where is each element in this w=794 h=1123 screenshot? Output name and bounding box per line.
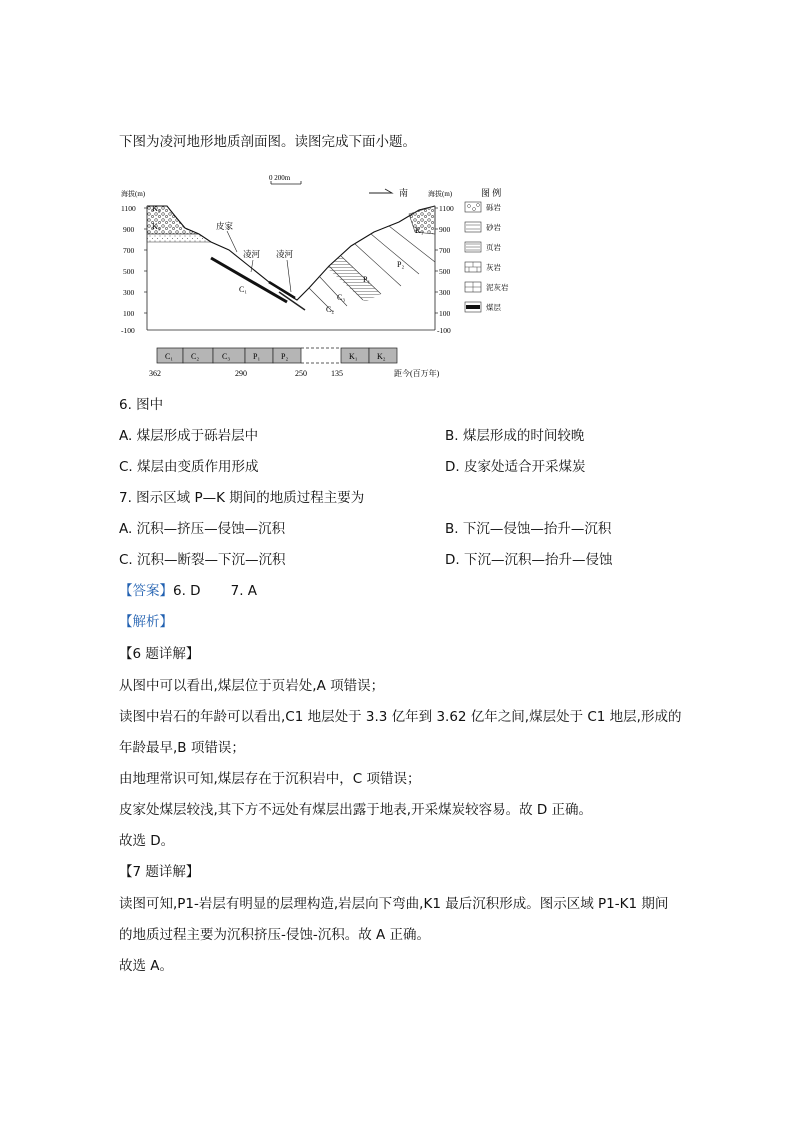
timeline-p1: P₁ (253, 352, 261, 361)
right-tick: 700 (439, 246, 451, 255)
timeline-tick: 362 (149, 369, 161, 378)
strata-c2: C₂ (326, 305, 335, 314)
right-tick: -100 (437, 326, 451, 335)
q6-detail-line: 从图中可以看出,煤层位于页岩处,A 项错误； (119, 678, 385, 694)
strata-c1: C₁ (239, 285, 248, 294)
place-linghe-1: 凌河 (243, 249, 261, 259)
south-arrow (369, 187, 408, 198)
q7-option-b: B. 下沉—侵蚀—抬升—沉积 (445, 521, 612, 537)
left-tick: 100 (123, 309, 135, 318)
q6-option-c: C. 煤层由变质作用形成 (119, 459, 259, 475)
q6-option-a: A. 煤层形成于砾岩层中 (119, 428, 259, 444)
legend-swatch-sandstone (465, 222, 481, 232)
left-tick: 700 (123, 246, 135, 255)
right-tick: 300 (439, 288, 451, 297)
scale-bar (269, 174, 301, 184)
south-label: 南 (399, 188, 409, 198)
q7-option-a: A. 沉积—挤压—侵蚀—沉积 (119, 521, 286, 537)
legend-label-shale: 页岩 (486, 243, 501, 252)
strata-p2: P₂ (397, 260, 405, 269)
left-tick: 500 (123, 267, 135, 276)
answer-text: 6. D 7. A (173, 583, 258, 599)
right-tick: 500 (439, 267, 451, 276)
q7-stem: 7. 图示区域 P—K 期间的地质过程主要为 (119, 490, 365, 506)
strata-k1-right: K₁ (415, 226, 424, 235)
strata-p1: P₁ (363, 275, 371, 284)
timeline-c3: C₃ (222, 352, 231, 361)
q7-option-c: C. 沉积—断裂—下沉—沉积 (119, 552, 286, 568)
q6-detail-line: 皮家处煤层较浅,其下方不远处有煤层出露于地表,开采煤炭较容易。故 D 正确。 (119, 802, 593, 818)
q6-detail-label: 【6 题详解】 (119, 646, 200, 662)
strata-k2-left: K₂ (152, 204, 161, 213)
timeline-tick: 290 (235, 369, 247, 378)
left-altitude-label: 海拔(m) (121, 190, 146, 198)
timeline-unit: 距今(百万年) (394, 369, 440, 378)
right-tick: 100 (439, 309, 451, 318)
legend-label-limestone: 灰岩 (486, 263, 501, 272)
strata-k1-left: K₁ (152, 222, 161, 231)
q7-detail-line: 读图可知,P1-岩层有明显的层理构造,岩层向下弯曲,K1 最后沉积形成。图示区域 P1-K1 期间 (119, 896, 669, 912)
q7-detail-line: 故选 A。 (119, 958, 174, 974)
right-ticks (435, 204, 454, 335)
q7-detail-line: 的地质过程主要为沉积挤压-侵蚀-沉积。故 A 正确。 (119, 927, 431, 943)
timeline-tick: 250 (295, 369, 307, 378)
legend-label-conglomerate: 砾岩 (486, 203, 501, 212)
coal-seams (211, 258, 305, 310)
place-linghe-2: 凌河 (276, 249, 294, 259)
left-tick: 300 (123, 288, 135, 297)
timeline (149, 348, 440, 378)
tilted-strata (309, 226, 435, 312)
right-tick: 900 (439, 225, 451, 234)
shale-band (327, 256, 381, 302)
legend-column (465, 200, 535, 335)
timeline-tick: 135 (331, 369, 343, 378)
q7-option-d: D. 下沉—沉积—抬升—侵蚀 (445, 552, 613, 568)
place-pijia: 皮家 (216, 221, 234, 231)
legend (481, 187, 501, 198)
q6-option-b: B. 煤层形成的时间较晚 (445, 428, 585, 444)
q6-stem: 6. 图中 (119, 397, 164, 413)
answer-line (119, 581, 257, 601)
q6-option-d: D. 皮家处适合开采煤炭 (445, 459, 586, 475)
scale-label: 0 200m (269, 174, 291, 182)
timeline-k1: K₁ (349, 352, 358, 361)
q7-detail-label: 【7 题详解】 (119, 864, 200, 880)
analysis-label: 【解析】 (119, 614, 173, 630)
left-ticks (121, 204, 147, 335)
left-tick: -100 (121, 326, 135, 335)
q6-detail-line: 故选 D。 (119, 833, 175, 849)
legend-label-marl: 泥灰岩 (486, 283, 509, 292)
timeline-p2: P₂ (281, 352, 289, 361)
left-tick: 900 (123, 225, 135, 234)
strata-c3: C₃ (337, 293, 346, 302)
left-tick: 1100 (121, 204, 136, 213)
timeline-k2: K₂ (377, 352, 386, 361)
legend-title: 图 例 (481, 188, 502, 198)
legend-label-sandstone: 砂岩 (486, 223, 501, 232)
q6-detail-line: 由地理常识可知,煤层存在于沉积岩中，C 项错误； (119, 771, 421, 787)
timeline-c2: C₂ (191, 352, 200, 361)
right-tick: 1100 (439, 204, 454, 213)
intro-text: 下图为凌河地形地质剖面图。读图完成下面小题。 (119, 134, 416, 150)
right-altitude-label: 海拔(m) (428, 190, 453, 198)
timeline-c1: C₁ (165, 352, 174, 361)
q6-detail-line: 年龄最早,B 项错误； (119, 740, 245, 756)
answer-label: 【答案】 (119, 583, 173, 599)
q6-detail-line: 读图中岩石的年龄可以看出,C1 地层处于 3.3 亿年到 3.62 亿年之间,煤层处于 C1 地层,形成的 (119, 709, 682, 725)
legend-label-coal: 煤层 (486, 303, 501, 312)
